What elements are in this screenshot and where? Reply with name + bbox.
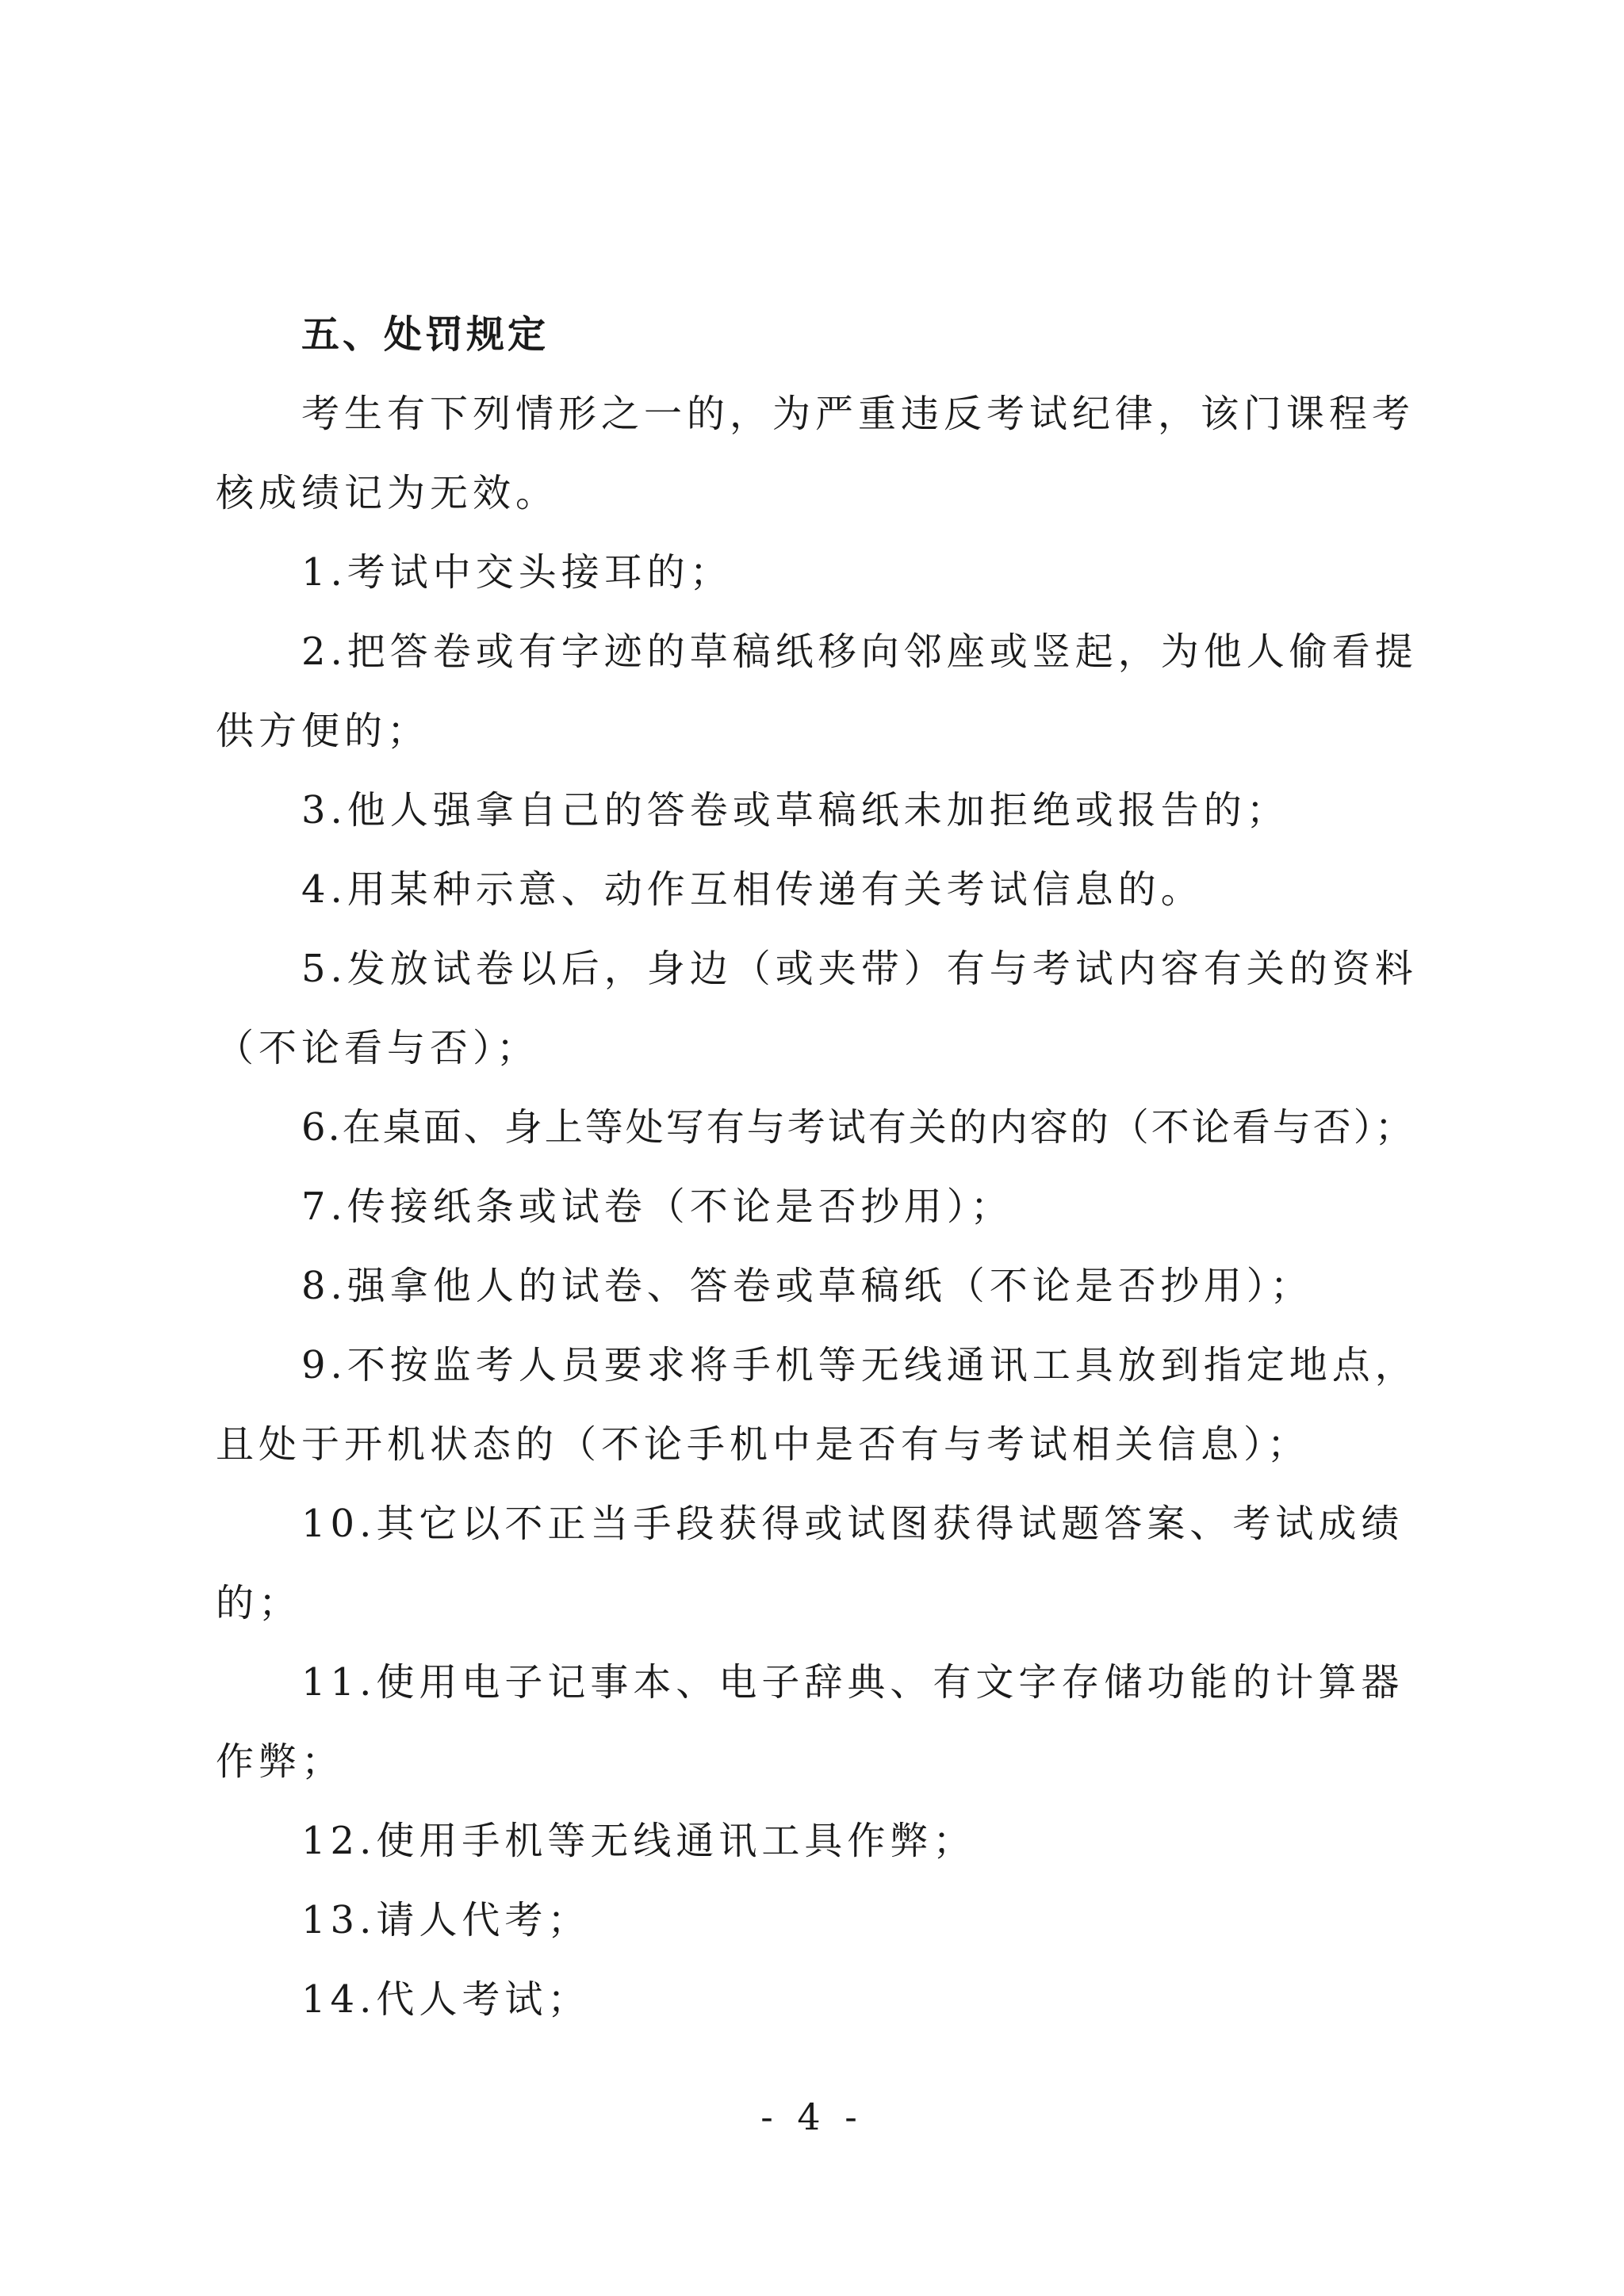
item-10-continuation: 的； bbox=[216, 1581, 302, 1625]
section-heading: 五、处罚规定 bbox=[301, 312, 550, 357]
item-14: 14.代人考试； bbox=[301, 1977, 591, 2022]
intro-line-2: 核成绩记为无效。 bbox=[216, 471, 559, 515]
item-9-continuation: 且处于开机状态的（不论手机中是否有与考试相关信息）； bbox=[216, 1422, 1311, 1467]
item-4: 4.用某种示意、动作互相传递有关考试信息的。 bbox=[301, 867, 1204, 912]
item-6: 6.在桌面、身上等处写有与考试有关的内容的（不论看与否）； bbox=[301, 1105, 1415, 1150]
item-5-continuation: （不论看与否）； bbox=[216, 1026, 540, 1070]
item-10: 10.其它以不正当手段获得或试图获得试题答案、考试成绩 bbox=[301, 1502, 1404, 1546]
intro-line-1: 考生有下列情形之一的，为严重违反考试纪律，该门课程考 bbox=[301, 392, 1415, 436]
item-5: 5.发放试卷以后，身边（或夹带）有与考试内容有关的资料 bbox=[301, 947, 1418, 991]
item-8: 8.强拿他人的试卷、答卷或草稿纸（不论是否抄用）； bbox=[301, 1264, 1313, 1308]
item-9: 9.不按监考人员要求将手机等无线通讯工具放到指定地点， bbox=[301, 1343, 1418, 1387]
page-number: - 4 - bbox=[760, 2095, 864, 2138]
item-3: 3.他人强拿自己的答卷或草稿纸未加拒绝或报告的； bbox=[301, 788, 1289, 832]
document-body bbox=[216, 295, 1421, 2039]
item-13: 13.请人代考； bbox=[301, 1898, 591, 1942]
item-12: 12.使用手机等无线通讯工具作弊； bbox=[301, 1819, 976, 1863]
item-1: 1.考试中交头接耳的； bbox=[301, 550, 733, 595]
item-11-continuation: 作弊； bbox=[216, 1739, 345, 1784]
item-11: 11.使用电子记事本、电子辞典、有文字存储功能的计算器 bbox=[301, 1660, 1404, 1705]
item-2-continuation: 供方便的； bbox=[216, 709, 431, 753]
item-7: 7.传接纸条或试卷（不论是否抄用）； bbox=[301, 1184, 1013, 1229]
item-2: 2.把答卷或有字迹的草稿纸移向邻座或竖起，为他人偷看提 bbox=[301, 629, 1418, 674]
